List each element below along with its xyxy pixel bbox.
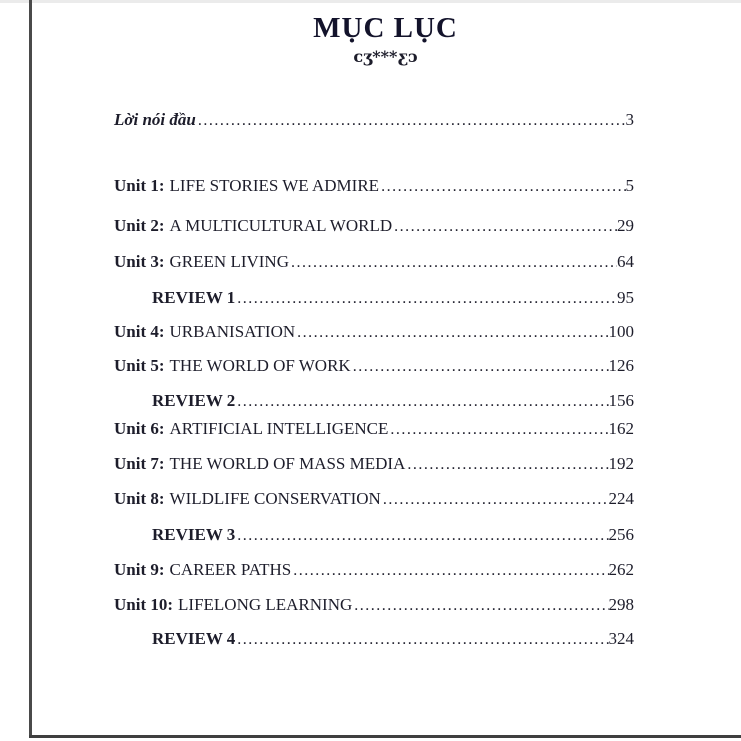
- dot-leader: [381, 177, 625, 197]
- toc-entry-label: REVIEW 2: [152, 391, 236, 410]
- toc-entry-label: Unit 8:: [114, 489, 165, 508]
- toc-entry-unit-4: [114, 322, 634, 343]
- dot-leader: [407, 455, 608, 475]
- toc-entry-review-2: [114, 391, 634, 412]
- toc-page-number: 95: [617, 288, 634, 307]
- toc-entry-label: Unit 7:: [114, 454, 165, 473]
- toc-page-number: 256: [608, 525, 634, 544]
- toc-entry-label: Unit 5:: [114, 356, 165, 375]
- dot-leader: [297, 323, 608, 343]
- toc-entry-title: GREEN LIVING: [169, 252, 289, 271]
- toc-entry-unit-1: [114, 176, 634, 197]
- toc-page-number: 64: [617, 252, 634, 271]
- toc-entry-preface: [114, 110, 634, 131]
- ornament-flourish: ᴄʒ***ƹᴐ: [353, 47, 418, 66]
- dot-leader: [353, 357, 609, 377]
- toc-entry-label: Unit 4:: [114, 322, 165, 341]
- dot-leader: [383, 490, 609, 510]
- dot-leader: [390, 420, 608, 440]
- toc-entry-label: Unit 2:: [114, 216, 165, 235]
- dot-leader: [293, 561, 608, 581]
- toc-entry-title: THE WORLD OF WORK: [169, 356, 351, 375]
- toc-entry-unit-8: [114, 489, 634, 510]
- toc-entry-unit-2: [114, 216, 634, 237]
- toc-entry-unit-9: [114, 560, 634, 581]
- dot-leader: [291, 253, 617, 273]
- toc-entry-title: A MULTICULTURAL WORLD: [169, 216, 393, 235]
- toc-entry-unit-6: [114, 419, 634, 440]
- toc-entry-title: CAREER PATHS: [169, 560, 292, 579]
- toc-entry-unit-5: [114, 356, 634, 377]
- toc-entry-label: Lời nói đầu: [114, 110, 196, 129]
- toc-entry-label: Unit 3:: [114, 252, 165, 271]
- dot-leader: [237, 630, 608, 650]
- toc-entry-label: REVIEW 3: [152, 525, 236, 544]
- toc-page-number: 192: [608, 454, 634, 473]
- scan-left-edge-line: [29, 0, 32, 737]
- toc-entry-unit-10: [114, 595, 634, 616]
- dot-leader: [237, 289, 617, 309]
- toc-entry-label: REVIEW 1: [152, 288, 236, 307]
- toc-entry-title: ARTIFICIAL INTELLIGENCE: [169, 419, 389, 438]
- toc-entry-review-3: [114, 525, 634, 546]
- toc-page-number: 3: [625, 110, 634, 129]
- toc-page-number: 262: [608, 560, 634, 579]
- toc-entry-label: Unit 6:: [114, 419, 165, 438]
- toc-entry-label: Unit 9:: [114, 560, 165, 579]
- toc-entry-review-1: [114, 288, 634, 309]
- toc-page-number: 224: [608, 489, 634, 508]
- toc-page-number: 5: [625, 176, 634, 195]
- toc-entry-title: LIFELONG LEARNING: [178, 595, 353, 614]
- toc-page-number: 29: [617, 216, 634, 235]
- toc-entry-label: Unit 10:: [114, 595, 174, 614]
- page-title: MỤC LỤC: [313, 12, 458, 44]
- toc-entry-title: URBANISATION: [169, 322, 296, 341]
- toc-entry-label: Unit 1:: [114, 176, 165, 195]
- toc-entry-title: WILDLIFE CONSERVATION: [169, 489, 381, 508]
- toc-page-number: 324: [608, 629, 634, 648]
- toc-entry-title: LIFE STORIES WE ADMIRE: [169, 176, 380, 195]
- toc-entry-review-4: [114, 629, 634, 650]
- dot-leader: [354, 596, 608, 616]
- dot-leader: [198, 111, 626, 131]
- toc-page-number: 298: [608, 595, 634, 614]
- toc-entry-label: REVIEW 4: [152, 629, 236, 648]
- toc-page-number: 156: [608, 391, 634, 410]
- dot-leader: [237, 392, 608, 412]
- toc-entry-title: THE WORLD OF MASS MEDIA: [169, 454, 406, 473]
- toc-page-number: 100: [608, 322, 634, 341]
- toc-page-number: 162: [608, 419, 634, 438]
- toc-entry-unit-7: [114, 454, 634, 475]
- dot-leader: [394, 217, 617, 237]
- toc-entry-unit-3: [114, 252, 634, 273]
- toc-page-number: 126: [608, 356, 634, 375]
- table-of-contents: [114, 0, 634, 741]
- dot-leader: [237, 526, 608, 546]
